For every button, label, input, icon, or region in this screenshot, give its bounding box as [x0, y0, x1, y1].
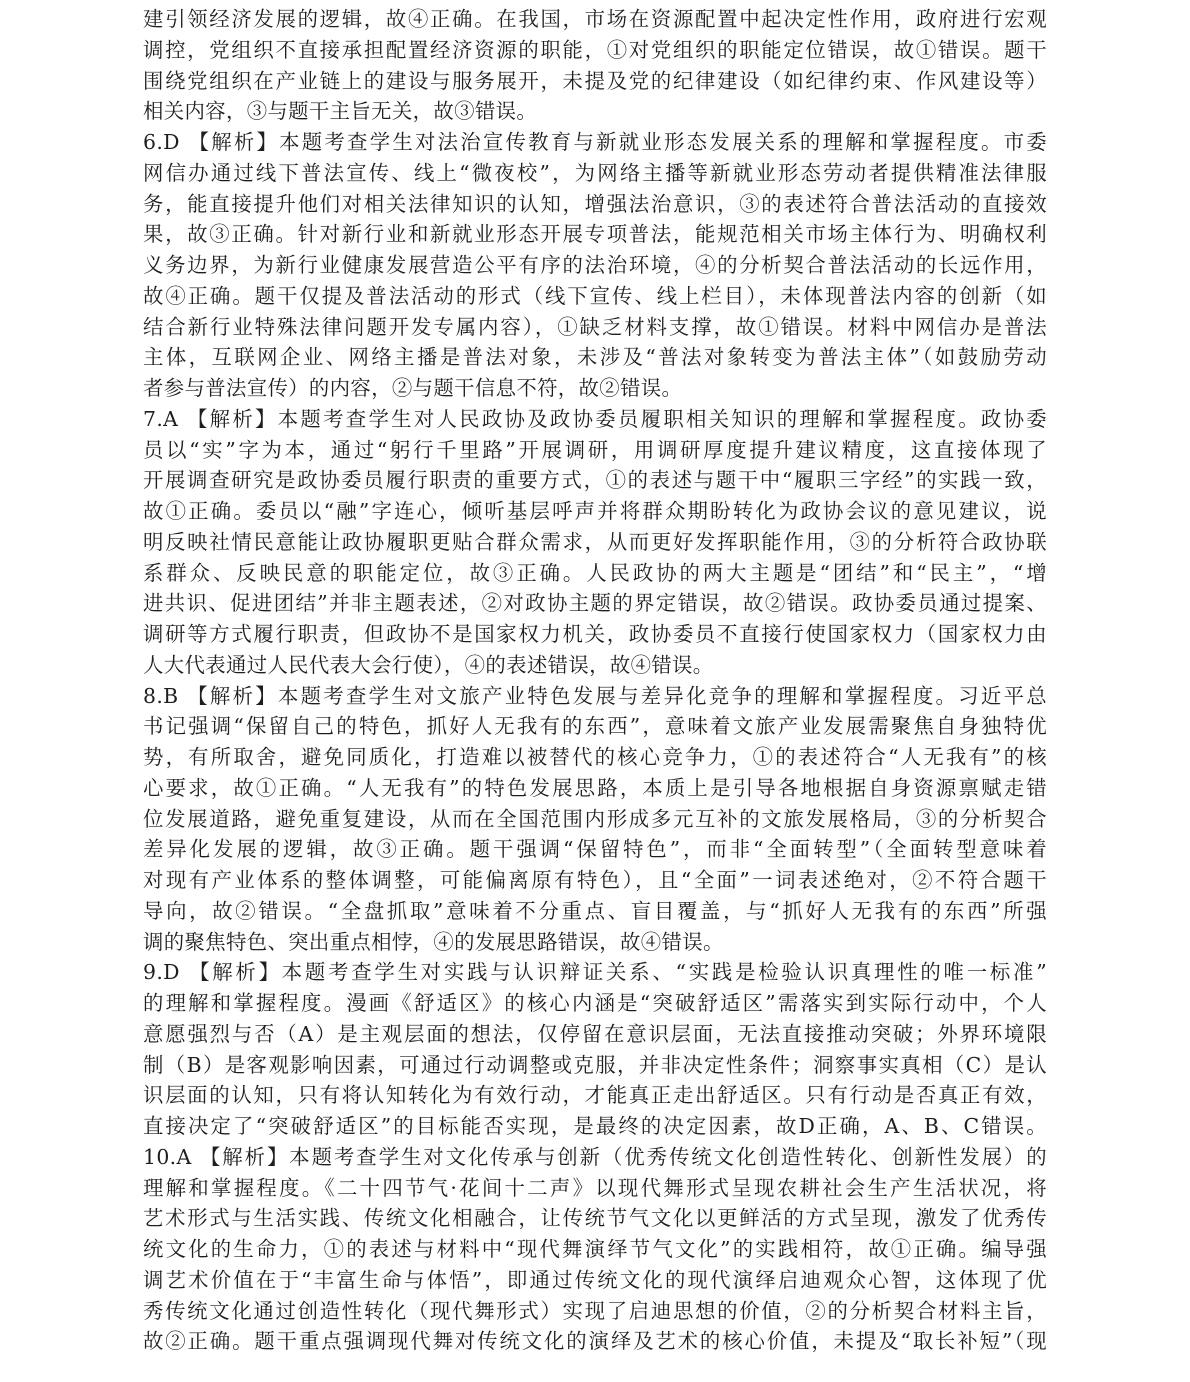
text-line: 意愿强烈与否（A）是主观层面的想法，仅停留在意识层面，无法直接推动突破；外界环境限 [143, 1021, 1047, 1046]
text-line: 建引领经济发展的逻辑，故④正确。在我国，市场在资源配置中起决定性作用，政府进行宏观 [143, 7, 1047, 31]
text-line: 务，能直接提升他们对相关法律知识的认知，增强法治意识，③的表述符合普法活动的直接效 [143, 191, 1047, 216]
text-line: 者参与普法宣传）的内容，②与题干信息不符，故②错误。 [143, 376, 683, 400]
text-line: 员以“实”字为本，通过“躬行千里路”开展调研，用调研厚度提升建议精度，这直接体现了 [143, 437, 1047, 462]
text-line: 位发展道路，避免重复建设，从而在全国范围内形成多元互补的文旅发展格局，③的分析契合 [143, 806, 1047, 831]
text-line: 进共识、促进团结”并非主题表述，②对政协主题的界定错误，故②错误。政协委员通过提案、 [143, 591, 1047, 616]
text-line: 调的聚焦特色、突出重点相悖，④的发展思路错误，故④错误。 [143, 929, 724, 954]
text-line: 导向，故②错误。“全盘抓取”意味着不分重点、盲目覆盖，与“抓好人无我有的东西”所强 [143, 898, 1047, 923]
text-line: 主体，互联网企业、网络主播是普法对象，未涉及“普法对象转变为普法主体”（如鼓励劳动 [143, 345, 1047, 370]
question-heading-line: 7.A 【解析】本题考查学生对人民政协及政协委员履职相关知识的理解和掌握程度。政协委 [143, 406, 1047, 431]
text-line: 识层面的认知，只有将认知转化为有效行动，才能真正走出舒适区。只有行动是否真正有效， [143, 1083, 1047, 1108]
text-line: 调艺术价值在于“丰富生命与体悟”，即通过传统文化的现代演绎启迪观众心智，这体现了优 [143, 1267, 1047, 1292]
answer-explanation-document [143, 4, 1047, 1357]
text-line: 人大代表通过人民代表大会行使），④的表述错误，故④错误。 [143, 652, 714, 677]
paragraph-q7-explanation [143, 404, 1047, 681]
question-heading-line: 9.D 【解析】本题考查学生对实践与认识辩证关系、“实践是检验认识真理性的唯一标准” [143, 960, 1047, 985]
text-line: 围绕党组织在产业链上的建设与服务展开，未提及党的纪律建设（如纪律约束、作风建设等） [143, 68, 1047, 93]
question-heading-line: 6.D 【解析】本题考查学生对法治宣传教育与新就业形态发展关系的理解和掌握程度。市委 [143, 130, 1047, 154]
text-line: 故①正确。委员以“融”字连心，倾听基层呼声并将群众期盼转化为政协会议的意见建议，说 [143, 499, 1047, 523]
text-line: 故②正确。题干重点强调现代舞对传统文化的演绎及艺术的核心价值，未提及“取长补短”（现 [143, 1329, 1047, 1354]
text-line: 的理解和掌握程度。漫画《舒适区》的核心内涵是“突破舒适区”需落实到实际行动中，个人 [143, 991, 1047, 1015]
text-line: 调控，党组织不直接承担配置经济资源的职能，①对党组织的职能定位错误，故①错误。题干 [143, 37, 1047, 62]
text-line: 势，有所取舍，避免同质化，打造难以被替代的核心竞争力，①的表述符合“人无我有”的核 [143, 745, 1047, 769]
paragraph-q8-explanation [143, 681, 1047, 958]
text-line: 制（B）是客观影响因素，可通过行动调整或克服，并非决定性条件；洞察事实真相（C）是认 [143, 1052, 1048, 1077]
paragraph-q10-explanation [143, 1142, 1047, 1357]
text-line: 故④正确。题干仅提及普法活动的形式（线下宣传、线上栏目），未体现普法内容的创新（如 [143, 283, 1047, 308]
text-line: 相关内容，③与题干主旨无关，故③错误。 [143, 99, 538, 124]
text-line: 艺术形式与生活实践、传统文化相融合，让传统节气文化以更鲜活的方式呈现，激发了优秀传 [143, 1206, 1047, 1231]
text-line: 差异化发展的逻辑，故③正确。题干强调“保留特色”，而非“全面转型”（全面转型意味着 [143, 837, 1047, 862]
text-line: 开展调查研究是政协委员履行职责的重要方式，①的表述与题干中“履职三字经”的实践一致， [143, 468, 1047, 493]
text-line: 结合新行业特殊法律问题开发专属内容），①缺乏材料支撑，故①错误。材料中网信办是普法 [143, 314, 1047, 339]
paragraph-q9-explanation [143, 957, 1047, 1142]
text-line: 网信办通过线下普法宣传、线上“微夜校”，为网络主播等新就业形态劳动者提供精准法律服 [143, 160, 1047, 185]
text-line: 直接决定了“突破舒适区”的目标能否实现，是最终的决定因素，故D正确，A、B、C错误。 [143, 1114, 1047, 1138]
text-line: 义务边界，为新行业健康发展营造公平有序的法治环境，④的分析契合普法活动的长远作用， [143, 253, 1047, 277]
text-line: 书记强调“保留自己的特色，抓好人无我有的东西”，意味着文旅产业发展需聚焦自身独特优 [143, 714, 1047, 739]
text-line: 系群众、反映民意的职能定位，故③正确。人民政协的两大主题是“团结”和“民主”，“增 [143, 560, 1047, 585]
text-line: 心要求，故①正确。“人无我有”的特色发展思路，本质上是引导各地根据自身资源禀赋走错 [143, 775, 1047, 800]
text-line: 明反映社情民意能让政协履职更贴合群众需求，从而更好发挥职能作用，③的分析符合政协联 [143, 529, 1047, 554]
text-line: 秀传统文化通过创造性转化（现代舞形式）实现了启迪思想的价值，②的分析契合材料主旨， [143, 1298, 1047, 1323]
question-heading-line: 8.B 【解析】本题考查学生对文旅产业特色发展与差异化竞争的理解和掌握程度。习近平总 [143, 683, 1047, 708]
text-line: 理解和掌握程度。《二十四节气·花间十二声》以现代舞形式呈现农耕社会生产生活状况，将 [143, 1175, 1047, 1200]
text-line: 统文化的生命力，①的表述与材料中“现代舞演绎节气文化”的实践相符，故①正确。编导强 [143, 1237, 1047, 1261]
text-line: 对现有产业体系的整体调整，可能偏离原有特色），且“全面”一词表述绝对，②不符合题干 [143, 868, 1047, 892]
text-line: 调研等方式履行职责，但政协不是国家权力机关，政协委员不直接行使国家权力（国家权力由 [143, 622, 1047, 646]
text-line: 果，故③正确。针对新行业和新就业形态开展专项普法，能规范相关市场主体行为、明确权利 [143, 222, 1047, 247]
paragraph-q6-explanation [143, 127, 1047, 404]
question-heading-line: 10.A 【解析】本题考查学生对文化传承与创新（优秀传统文化创造性转化、创新性发展）的 [143, 1144, 1047, 1169]
paragraph-q5-continuation [143, 4, 1047, 127]
